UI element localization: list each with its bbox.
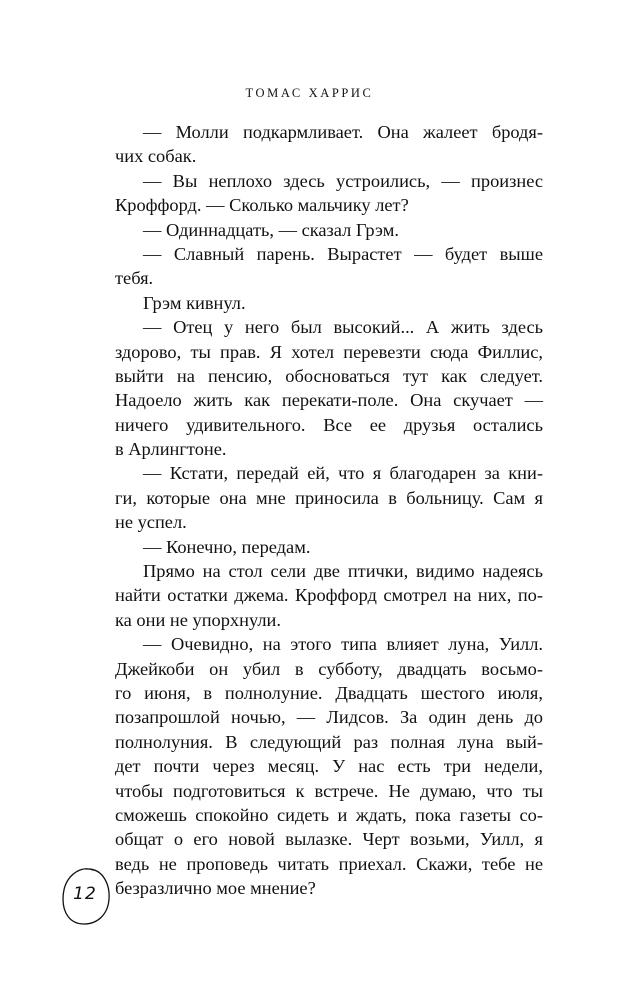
text-line: дет почти через месяц. У нас есть три недели,: [115, 756, 543, 777]
text-line: — Молли подкармливает. Она жалеет бродя-: [143, 122, 543, 142]
text-line: позапрошлой ночью, — Лидсов. За один день до: [115, 707, 543, 728]
text-line: полнолуния. В следующий раз полная луна вый-: [115, 731, 543, 752]
text-line: Прямо на стол сели две птички, видимо надеясь: [143, 561, 543, 582]
text-line: Грэм кивнул.: [143, 292, 246, 313]
text-line: — Вы неплохо здесь устроились, — произнес: [143, 170, 543, 191]
page-number: 12: [73, 884, 97, 904]
text-line: — Отец у него был высокий... А жить здесь: [143, 317, 543, 338]
running-head: ТОМАС ХАРРИС: [245, 86, 374, 100]
text-line: — Славный парень. Вырастет — будет выше: [143, 243, 543, 264]
page-number-badge: [60, 866, 110, 926]
text-line: Кроффорд. — Сколько мальчику лет?: [115, 195, 409, 216]
text-line: ка они не упорхнули.: [115, 609, 281, 630]
text-line: сможешь спокойно сидеть и ждать, пока газеты со-: [115, 804, 543, 825]
text-line: — Одиннадцать, — сказал Грэм.: [143, 219, 400, 240]
text-line: тебя.: [115, 268, 154, 289]
text-line: найти остатки джема. Кроффорд смотрел на них, по-: [115, 585, 543, 606]
text-line: выйти на пенсию, обосноваться тут как следует.: [115, 365, 543, 386]
body-text: [115, 120, 543, 901]
text-line: го июня, в полнолуние. Двадцать шестого июля,: [115, 682, 543, 703]
text-line: чтобы подготовиться к встрече. Не думаю, что ты: [115, 780, 543, 801]
text-line: — Очевидно, на этого типа влияет луна, Уилл.: [143, 634, 543, 655]
text-line: ведь не проповедь читать приехал. Скажи, тебе не: [115, 853, 543, 874]
text-line: безразлично мое мнение?: [115, 878, 316, 899]
text-line: — Конечно, передам.: [143, 536, 311, 557]
text-line: ничего удивительного. Все ее друзья остались: [115, 414, 543, 435]
text-line: — Кстати, передай ей, что я благодарен за кни-: [143, 463, 543, 484]
text-line: не успел.: [115, 512, 187, 533]
text-line: здорово, ты прав. Я хотел перевезти сюда Филлис,: [115, 341, 543, 362]
text-line: ги, которые она мне приносила в больницу. Сам я: [115, 487, 543, 508]
text-line: Надоело жить как перекати-поле. Она скучает —: [115, 390, 543, 411]
text-line: чих собак.: [115, 146, 197, 167]
text-line: общат о его новой вылазке. Черт возьми, Уилл, я: [115, 829, 543, 850]
text-line: в Арлингтоне.: [115, 439, 227, 460]
text-line: Джейкоби он убил в субботу, двадцать восьмо-: [115, 658, 543, 679]
